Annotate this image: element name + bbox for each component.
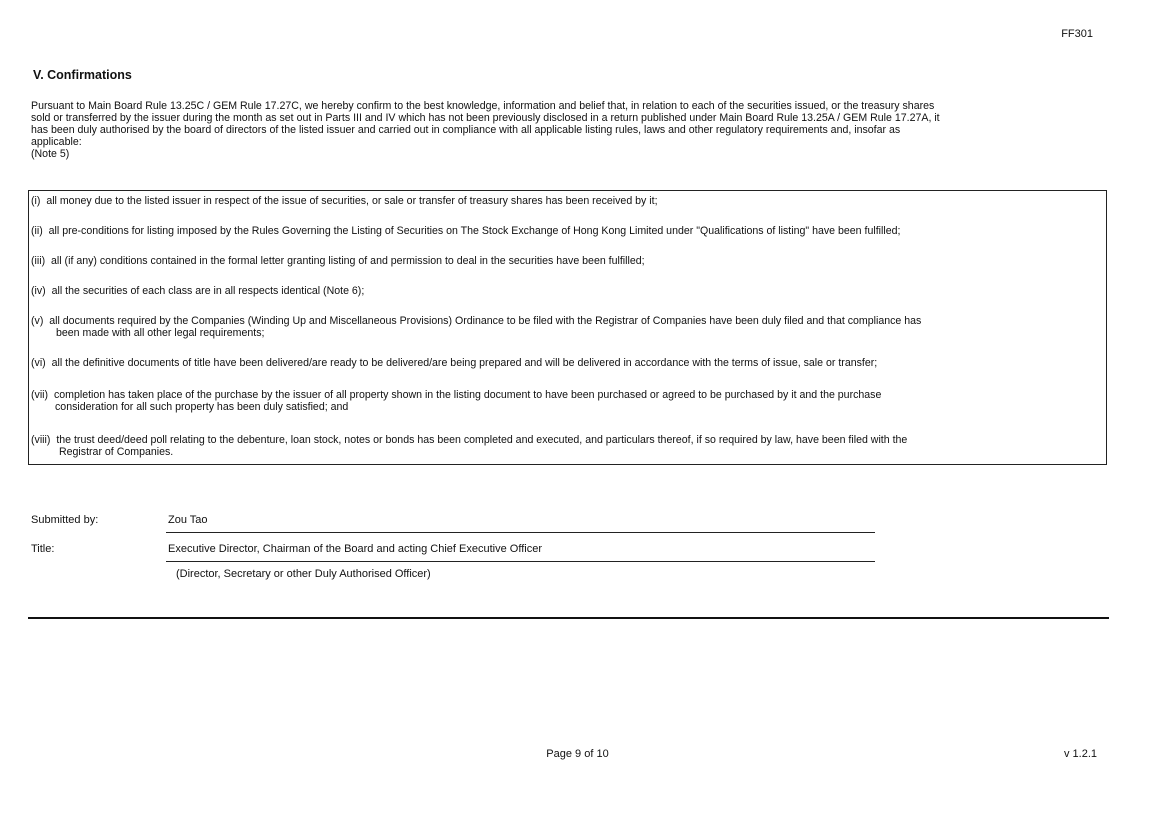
item-number: (ii) xyxy=(31,225,43,237)
intro-note: (Note 5) xyxy=(31,148,70,160)
section-divider xyxy=(28,617,1109,619)
confirmation-item-iv xyxy=(31,285,1091,297)
item-number: (iv) xyxy=(31,285,46,297)
confirmation-item-v xyxy=(31,315,1091,339)
item-text: all pre-conditions for listing imposed by the Rules Governing the Listing of Securities on The Stock Exchange of Hong Kong Limited under "Qualifications of listing" have been fulfilled; xyxy=(48,225,901,237)
item-number: (vi) xyxy=(31,357,46,369)
item-text: all the securities of each class are in all respects identical (Note 6); xyxy=(51,285,365,297)
title-underline xyxy=(166,561,875,562)
item-text: all the definitive documents of title have been delivered/are ready to be delivered/are being prepared and will be delivered in accordance with the terms of issue, sale or transfer; xyxy=(51,357,878,369)
item-number: (viii) xyxy=(31,434,51,446)
confirmation-item-vi xyxy=(31,357,1091,369)
item-text-continued: consideration for all such property has been duly satisfied; and xyxy=(55,401,349,413)
form-code: FF301 xyxy=(1061,28,1093,40)
item-text: completion has taken place of the purchase by the issuer of all property shown in the listing document to have been purchased or agreed to be purchased by it and the purchase xyxy=(53,389,882,401)
title-value: Executive Director, Chairman of the Board and acting Chief Executive Officer xyxy=(168,543,542,555)
item-text-continued: Registrar of Companies. xyxy=(59,446,174,458)
item-number: (v) xyxy=(31,315,44,327)
confirmations-box xyxy=(28,190,1107,465)
title-label: Title: xyxy=(31,543,55,555)
submitted-by-value: Zou Tao xyxy=(168,514,208,526)
confirmation-item-viii xyxy=(31,434,1091,458)
section-heading: V. Confirmations xyxy=(33,68,132,82)
confirmation-item-iii xyxy=(31,255,1091,267)
submitted-by-underline xyxy=(166,532,875,533)
version-label: v 1.2.1 xyxy=(1063,748,1097,760)
item-text: the trust deed/deed poll relating to the debenture, loan stock, notes or bonds has been completed and executed, and particulars thereof, if so required by law, have been filed with the xyxy=(56,434,908,446)
intro-line: Pursuant to Main Board Rule 13.25C / GEM Rule 17.27C, we hereby confirm to the best knowledge, information and belief that, in relation to each of the securities issued, or the treasury shares xyxy=(31,100,935,112)
item-number: (i) xyxy=(31,195,41,207)
confirmation-item-vii xyxy=(31,389,1091,413)
confirmation-item-ii xyxy=(31,225,1091,237)
item-text-continued: been made with all other legal requirements; xyxy=(56,327,265,339)
confirmation-item-i xyxy=(31,195,1091,207)
item-number: (vii) xyxy=(31,389,49,401)
title-note: (Director, Secretary or other Duly Authorised Officer) xyxy=(176,568,431,580)
intro-line: has been duly authorised by the board of directors of the listed issuer and carried out in compliance with all applicable listing rules, laws and other regulatory requirements and, insofar as xyxy=(31,124,901,136)
item-text: all documents required by the Companies (Winding Up and Miscellaneous Provisions) Ordinance to be filed with the Registrar of Companies have been duly filed and that compliance has xyxy=(49,315,922,327)
item-number: (iii) xyxy=(31,255,46,267)
intro-line: sold or transferred by the issuer during the month as set out in Parts III and IV which has not been previously disclosed in a return published under Main Board Rule 13.25A / GEM Rule 17.27A, it xyxy=(31,112,940,124)
page-number: Page 9 of 10 xyxy=(546,748,609,760)
item-text: all (if any) conditions contained in the formal letter granting listing of and permission to deal in the securities have been fulfilled; xyxy=(51,255,645,267)
item-text: all money due to the listed issuer in respect of the issue of securities, or sale or transfer of treasury shares has been received by it; xyxy=(46,195,658,207)
submitted-by-label: Submitted by: xyxy=(31,514,99,526)
confirmation-intro xyxy=(31,100,1106,160)
intro-line: applicable: xyxy=(31,136,82,148)
